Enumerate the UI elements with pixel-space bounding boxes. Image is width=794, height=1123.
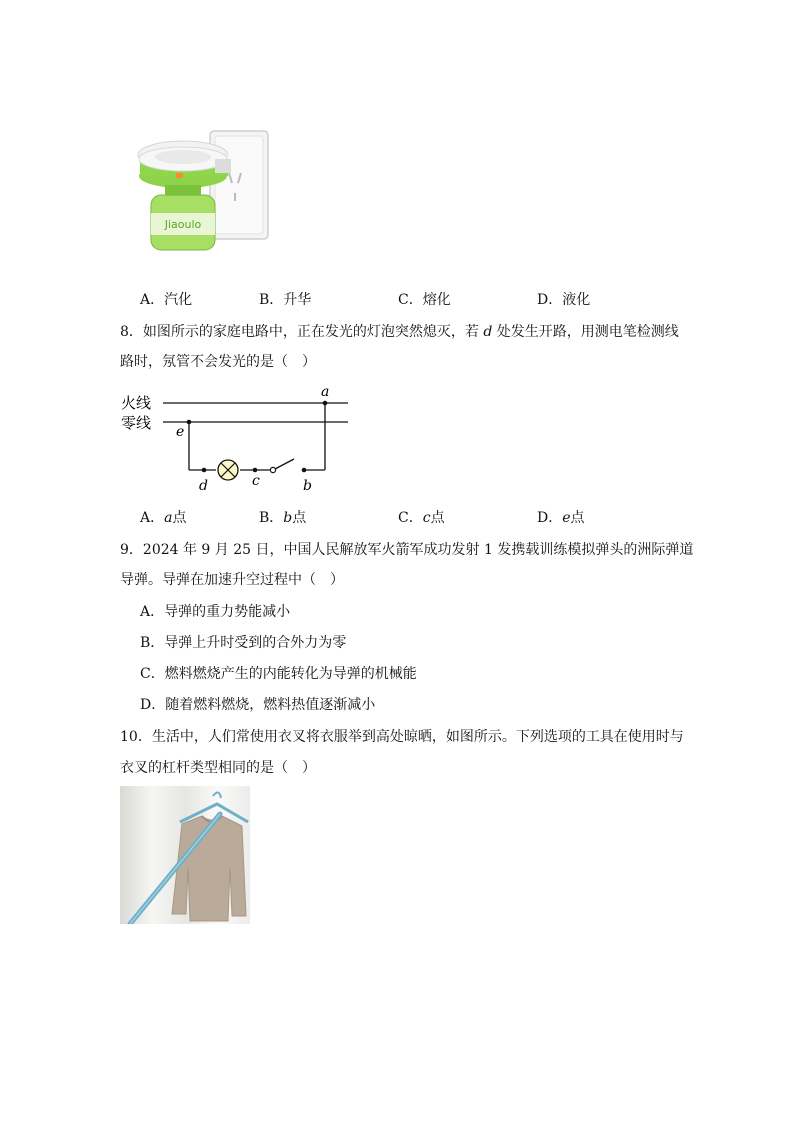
q7-option-b[interactable]: B．升华 <box>259 292 312 308</box>
clothes-fork-photo <box>120 786 250 924</box>
point-a-label: a <box>321 384 330 400</box>
q9-stem-line2: 导弹。导弹在加速升空过程中（ ） <box>120 572 344 588</box>
q7-option-c[interactable]: C．熔化 <box>398 292 451 308</box>
point-d-label: d <box>199 478 208 494</box>
q9-option-c[interactable]: C．燃料燃烧产生的内能转化为导弹的机械能 <box>140 666 417 682</box>
q10-stem-line1: 10．生活中，人们常使用衣叉将衣服举到高处晾晒，如图所示。下列选项的工具在使用时与 <box>120 729 684 745</box>
q8-option-d[interactable]: D．e点 <box>537 510 585 526</box>
q8-option-a[interactable]: A．a点 <box>140 510 187 526</box>
point-e-label: e <box>176 424 185 440</box>
mosquito-heater-figure <box>135 125 270 260</box>
q8-option-b[interactable]: B．b点 <box>259 510 307 526</box>
q8-stem-line1: 8．如图所示的家庭电路中，正在发光的灯泡突然熄灭，若 d 处发生开路，用测电笔检测线 <box>120 324 679 340</box>
q10-stem-line2: 衣叉的杠杆类型相同的是（ ） <box>120 760 316 776</box>
q9-stem-line1: 9．2024 年 9 月 25 日，中国人民解放军火箭军成功发射 1 发携载训练模拟弹头的洲际弹道 <box>120 542 694 558</box>
neutral-wire-label: 零线 <box>121 414 152 432</box>
q8-stem-line2: 路时，氖管不会发光的是（ ） <box>120 354 316 370</box>
point-c-label: c <box>252 473 260 489</box>
q9-option-b[interactable]: B．导弹上升时受到的合外力为零 <box>140 635 347 651</box>
live-wire-label: 火线 <box>121 394 152 412</box>
q9-option-d[interactable]: D．随着燃料燃烧，燃料热值逐渐减小 <box>140 697 376 713</box>
q7-option-a[interactable]: A．汽化 <box>140 292 193 308</box>
q9-option-a[interactable]: A．导弹的重力势能减小 <box>140 604 291 620</box>
circuit-diagram <box>118 380 358 495</box>
point-b-label: b <box>303 478 312 494</box>
q8-option-c[interactable]: C．c点 <box>398 510 445 526</box>
q7-option-d[interactable]: D．液化 <box>537 292 591 308</box>
switch-icon <box>270 467 275 472</box>
product-label-text: Jiaoulo <box>164 218 202 231</box>
